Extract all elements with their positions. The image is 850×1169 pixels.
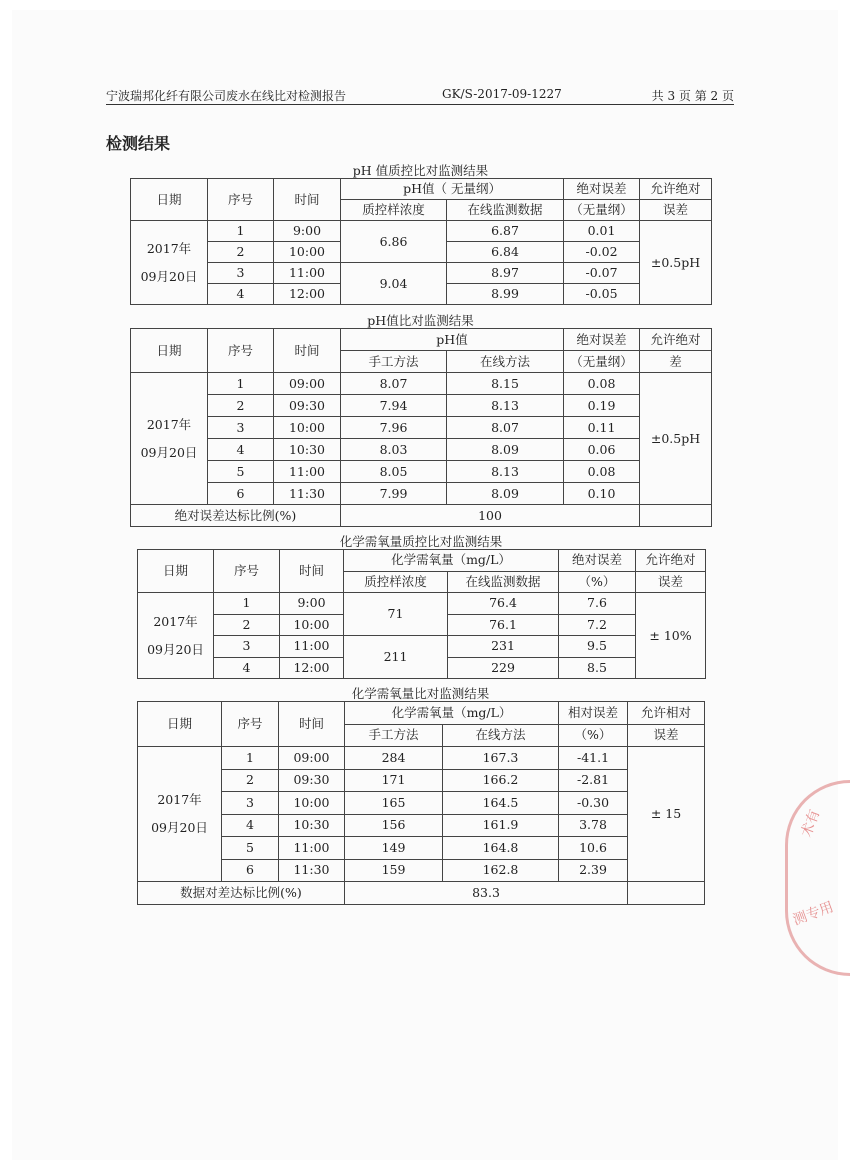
header-date: 日期 xyxy=(138,550,214,593)
err-cell: -0.30 xyxy=(559,792,628,815)
header-seq: 序号 xyxy=(208,179,274,221)
header-date: 日期 xyxy=(131,179,208,221)
date-cell: 2017年 09月20日 xyxy=(131,373,208,505)
date-cell: 2017年 09月20日 xyxy=(138,747,222,882)
header-allowed: 允许绝对 xyxy=(640,329,712,351)
ph-cmp-caption: pH值比对监测结果 xyxy=(367,313,474,328)
err-cell: -0.07 xyxy=(564,263,640,284)
online-cell: 8.15 xyxy=(447,373,564,395)
err-cell: -0.05 xyxy=(564,284,640,305)
seq-cell: 4 xyxy=(208,284,274,305)
qc-value-cell: 6.86 xyxy=(341,221,447,263)
header-allowed-2: 误差 xyxy=(628,724,705,747)
header-value: pH值 xyxy=(341,329,564,351)
manual-cell: 171 xyxy=(345,769,443,792)
footer-value: 100 xyxy=(341,505,640,527)
online-cell: 6.87 xyxy=(447,221,564,242)
err-cell: 2.39 xyxy=(559,859,628,882)
online-cell: 8.07 xyxy=(447,417,564,439)
header-abs-unit: （%） xyxy=(559,571,636,593)
header-allowed-2: 差 xyxy=(640,351,712,373)
ph-qc-table xyxy=(130,178,712,305)
seq-cell: 2 xyxy=(222,769,279,792)
seq-cell: 5 xyxy=(222,837,279,860)
err-cell: 0.08 xyxy=(564,373,640,395)
time-cell: 11:30 xyxy=(279,859,345,882)
seq-cell: 6 xyxy=(208,483,274,505)
manual-cell: 156 xyxy=(345,814,443,837)
header-time: 时间 xyxy=(279,702,345,747)
online-cell: 162.8 xyxy=(443,859,559,882)
seq-cell: 1 xyxy=(208,373,274,395)
time-cell: 10:00 xyxy=(280,614,344,636)
ph-cmp-table xyxy=(130,328,712,527)
err-cell: 0.06 xyxy=(564,439,640,461)
time-cell: 12:00 xyxy=(274,284,341,305)
report-number: GK/S-2017-09-1227 xyxy=(442,87,562,101)
seq-cell: 3 xyxy=(208,263,274,284)
err-cell: 8.5 xyxy=(559,657,636,679)
manual-cell: 7.94 xyxy=(341,395,447,417)
online-cell: 76.4 xyxy=(448,593,559,615)
seq-cell: 3 xyxy=(222,792,279,815)
allowed-cell: ±0.5pH xyxy=(640,373,712,505)
header-qc-conc: 质控样浓度 xyxy=(341,200,447,221)
qc-value-cell: 71 xyxy=(344,593,448,636)
header-date: 日期 xyxy=(131,329,208,373)
header-qc-conc: 质控样浓度 xyxy=(344,571,448,593)
header-abs-unit: （无量纲） xyxy=(564,351,640,373)
err-cell: 0.08 xyxy=(564,461,640,483)
err-cell: 0.19 xyxy=(564,395,640,417)
page-info: 共 3 页 第 2 页 xyxy=(651,89,734,103)
time-cell: 09:30 xyxy=(279,769,345,792)
online-cell: 8.13 xyxy=(447,395,564,417)
manual-cell: 165 xyxy=(345,792,443,815)
online-cell: 164.8 xyxy=(443,837,559,860)
online-cell: 229 xyxy=(448,657,559,679)
header-abs-err: 绝对误差 xyxy=(564,179,640,200)
qc-value-cell: 211 xyxy=(344,636,448,679)
footer-blank xyxy=(628,882,705,905)
section-title: 检测结果 xyxy=(106,134,171,153)
err-cell: 0.10 xyxy=(564,483,640,505)
allowed-cell: ± 10% xyxy=(636,593,706,679)
header-online: 在线监测数据 xyxy=(447,200,564,221)
date-cell: 2017年 09月20日 xyxy=(138,593,214,679)
seq-cell: 3 xyxy=(214,636,280,658)
header-time: 时间 xyxy=(274,179,341,221)
cod-qc-caption: 化学需氧量质控比对监测结果 xyxy=(339,534,503,549)
time-cell: 09:00 xyxy=(274,373,341,395)
manual-cell: 159 xyxy=(345,859,443,882)
manual-cell: 8.07 xyxy=(341,373,447,395)
header-value: 化学需氧量（mg/L） xyxy=(344,550,559,572)
header-allowed-2: 误差 xyxy=(636,571,706,593)
seq-cell: 4 xyxy=(214,657,280,679)
err-cell: 0.01 xyxy=(564,221,640,242)
online-cell: 8.97 xyxy=(447,263,564,284)
header-rel-unit: （%） xyxy=(559,724,628,747)
seq-cell: 1 xyxy=(214,593,280,615)
time-cell: 9:00 xyxy=(274,221,341,242)
report-header xyxy=(106,86,734,105)
time-cell: 11:00 xyxy=(274,263,341,284)
time-cell: 10:00 xyxy=(274,242,341,263)
seq-cell: 6 xyxy=(222,859,279,882)
seq-cell: 1 xyxy=(208,221,274,242)
footer-blank xyxy=(640,505,712,527)
time-cell: 11:00 xyxy=(280,636,344,658)
header-abs-unit: （无量纲） xyxy=(564,200,640,221)
header-allowed: 允许相对 xyxy=(628,702,705,725)
header-rel-err: 相对误差 xyxy=(559,702,628,725)
seq-cell: 1 xyxy=(222,747,279,770)
online-cell: 76.1 xyxy=(448,614,559,636)
footer-label: 数据对差达标比例(%) xyxy=(138,882,345,905)
err-cell: -2.81 xyxy=(559,769,628,792)
time-cell: 10:00 xyxy=(274,417,341,439)
header-allowed: 允许绝对 xyxy=(636,550,706,572)
header-allowed-2: 误差 xyxy=(640,200,712,221)
online-cell: 161.9 xyxy=(443,814,559,837)
header-seq: 序号 xyxy=(222,702,279,747)
header-online: 在线监测数据 xyxy=(448,571,559,593)
header-allowed: 允许绝对 xyxy=(640,179,712,200)
header-value: 化学需氧量（mg/L） xyxy=(345,702,559,725)
header-seq: 序号 xyxy=(214,550,280,593)
header-manual: 手工方法 xyxy=(341,351,447,373)
online-cell: 8.99 xyxy=(447,284,564,305)
time-cell: 10:30 xyxy=(274,439,341,461)
cod-qc-table xyxy=(137,549,706,679)
manual-cell: 7.99 xyxy=(341,483,447,505)
ph-qc-caption: pH 值质控比对监测结果 xyxy=(352,163,489,178)
time-cell: 9:00 xyxy=(280,593,344,615)
online-cell: 6.84 xyxy=(447,242,564,263)
header-abs-err: 绝对误差 xyxy=(559,550,636,572)
seq-cell: 3 xyxy=(208,417,274,439)
seq-cell: 5 xyxy=(208,461,274,483)
header-value: pH值（ 无量纲） xyxy=(341,179,564,200)
online-cell: 166.2 xyxy=(443,769,559,792)
err-cell: 7.6 xyxy=(559,593,636,615)
online-cell: 167.3 xyxy=(443,747,559,770)
seq-cell: 2 xyxy=(208,395,274,417)
header-time: 时间 xyxy=(274,329,341,373)
err-cell: 7.2 xyxy=(559,614,636,636)
time-cell: 09:00 xyxy=(279,747,345,770)
allowed-cell: ±0.5pH xyxy=(640,221,712,305)
online-cell: 8.13 xyxy=(447,461,564,483)
cod-cmp-caption: 化学需氧量比对监测结果 xyxy=(351,686,490,701)
online-cell: 231 xyxy=(448,636,559,658)
manual-cell: 8.05 xyxy=(341,461,447,483)
footer-value: 83.3 xyxy=(345,882,628,905)
err-cell: -0.02 xyxy=(564,242,640,263)
online-cell: 8.09 xyxy=(447,483,564,505)
err-cell: 3.78 xyxy=(559,814,628,837)
time-cell: 11:00 xyxy=(279,837,345,860)
time-cell: 10:30 xyxy=(279,814,345,837)
seal-text-top: 术有 xyxy=(798,807,824,840)
time-cell: 10:00 xyxy=(279,792,345,815)
header-manual: 手工方法 xyxy=(345,724,443,747)
qc-value-cell: 9.04 xyxy=(341,263,447,305)
header-seq: 序号 xyxy=(208,329,274,373)
online-cell: 164.5 xyxy=(443,792,559,815)
header-date: 日期 xyxy=(138,702,222,747)
manual-cell: 149 xyxy=(345,837,443,860)
time-cell: 11:00 xyxy=(274,461,341,483)
header-online: 在线方法 xyxy=(443,724,559,747)
seal-text-bottom: 测专用 xyxy=(790,899,836,929)
time-cell: 11:30 xyxy=(274,483,341,505)
seq-cell: 2 xyxy=(214,614,280,636)
time-cell: 12:00 xyxy=(280,657,344,679)
err-cell: 0.11 xyxy=(564,417,640,439)
seq-cell: 2 xyxy=(208,242,274,263)
manual-cell: 7.96 xyxy=(341,417,447,439)
allowed-cell: ± 15 xyxy=(628,747,705,882)
cod-cmp-table xyxy=(137,701,705,905)
manual-cell: 8.03 xyxy=(341,439,447,461)
company-report-title: 宁波瑞邦化纤有限公司废水在线比对检测报告 xyxy=(106,89,347,103)
header-online: 在线方法 xyxy=(447,351,564,373)
footer-label: 绝对误差达标比例(%) xyxy=(131,505,341,527)
seq-cell: 4 xyxy=(208,439,274,461)
header-time: 时间 xyxy=(280,550,344,593)
manual-cell: 284 xyxy=(345,747,443,770)
header-abs-err: 绝对误差 xyxy=(564,329,640,351)
seq-cell: 4 xyxy=(222,814,279,837)
date-cell: 2017年 09月20日 xyxy=(131,221,208,305)
err-cell: 9.5 xyxy=(559,636,636,658)
online-cell: 8.09 xyxy=(447,439,564,461)
official-seal xyxy=(785,780,850,976)
err-cell: -41.1 xyxy=(559,747,628,770)
time-cell: 09:30 xyxy=(274,395,341,417)
err-cell: 10.6 xyxy=(559,837,628,860)
